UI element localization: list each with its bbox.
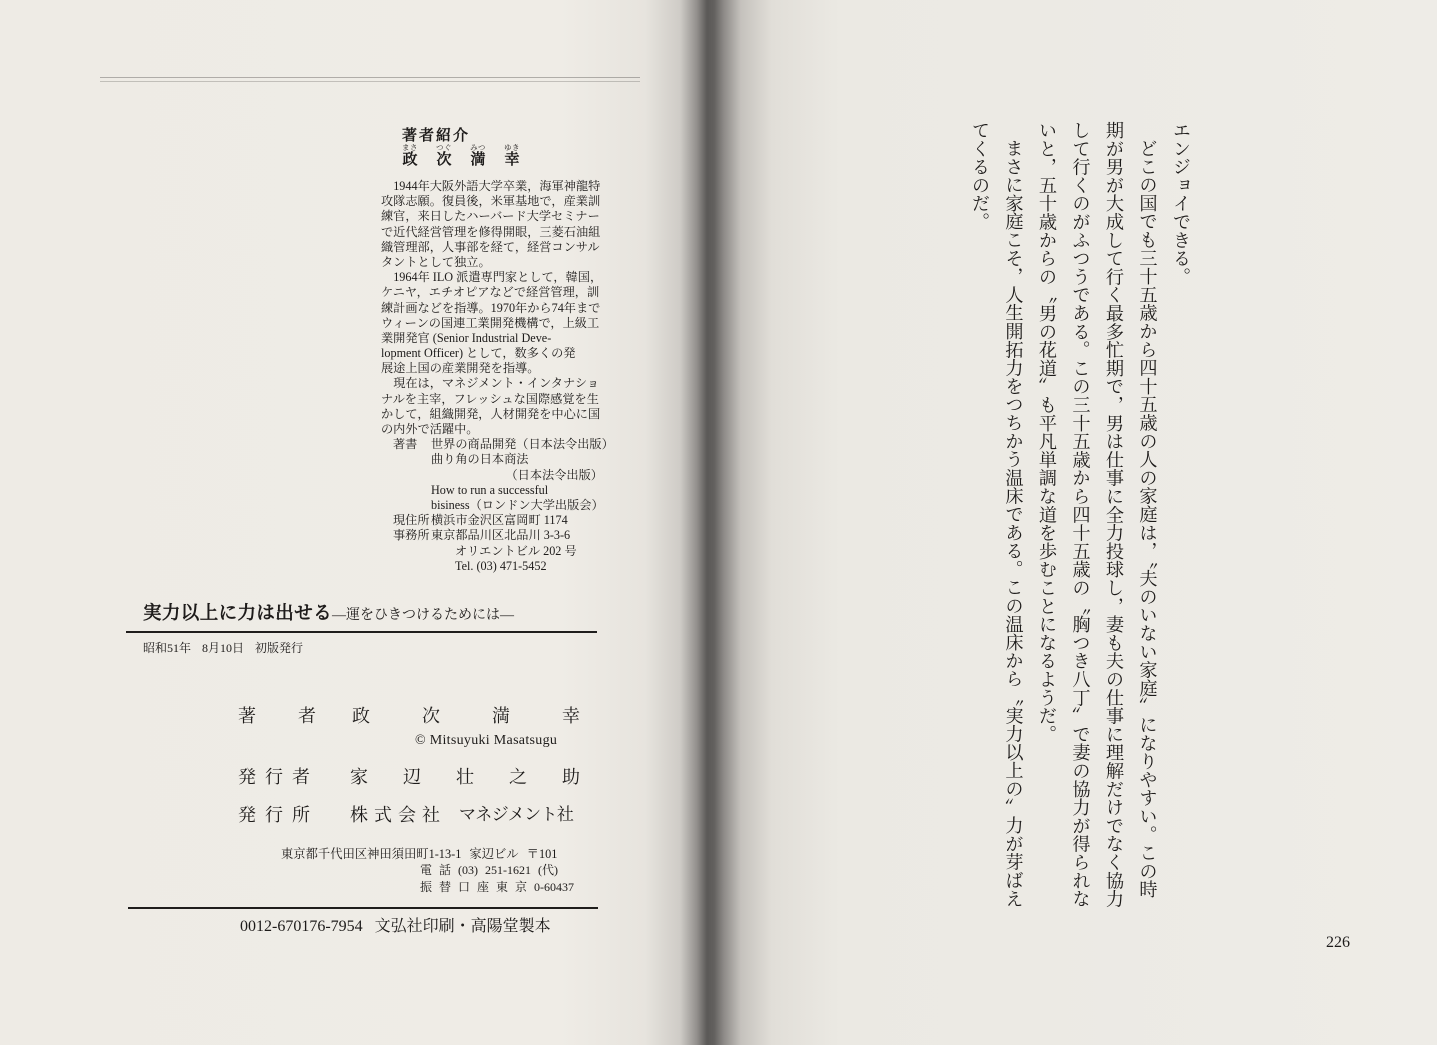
work-title: 世界の商品開発（日本法令出版） bbox=[431, 437, 614, 452]
author-intro-heading: 著者紹介 bbox=[402, 128, 471, 144]
book-code-and-printers: 0012-670176-7954 文弘社印刷・高陽堂製本 bbox=[240, 918, 551, 935]
name-char: 次 bbox=[436, 152, 452, 168]
bio-line: かして，組織開発，人材開発を中心に国 bbox=[381, 406, 601, 421]
text-column: して行くのがふつうである。この三十五歳から四十五歳の〝胸つき八丁〟で妻の協力が得られな bbox=[1069, 121, 1091, 908]
postal-transfer-account: 振 替 口 座 東 京 0-60437 bbox=[420, 880, 574, 894]
top-rule bbox=[100, 77, 640, 82]
bio-line: 織管理部，人事部を経て，経営コンサル bbox=[381, 239, 600, 254]
residence-line bbox=[381, 513, 603, 528]
works-label: 著書 bbox=[393, 437, 418, 452]
colophon-rule-top bbox=[126, 631, 597, 633]
bio-line: で近代経営管理を修得開眼，三菱石油組 bbox=[381, 224, 601, 239]
book-title-main: 実力以上に力は出せる bbox=[143, 604, 333, 624]
bio-line: タントとして独立。 bbox=[381, 254, 491, 269]
bio-line: 現在は，マネジメント・インタナショ bbox=[393, 376, 600, 391]
ruby-reading: みつ bbox=[470, 143, 486, 152]
work-title: 曲り角の日本商法 bbox=[431, 452, 529, 467]
ruby-reading: つぐ bbox=[436, 143, 452, 152]
bio-line: 練官，来日したハーバード大学セミナー bbox=[381, 209, 600, 224]
publisher-phone: 電 話 (03) 251-1621 (代) bbox=[420, 863, 558, 877]
colophon-rule-bottom bbox=[128, 907, 598, 909]
bio-line: 業開発官 (Senior Industrial Deve- bbox=[381, 330, 552, 345]
publishing-house-type: 株式会社 bbox=[350, 805, 446, 825]
edition-date: 昭和51年 8月10日 初版発行 bbox=[143, 641, 304, 655]
name-char-group bbox=[503, 143, 521, 169]
publisher-address: 東京都千代田区神田須田町1-13-1 家辺ビル 〒101 bbox=[281, 847, 558, 861]
bio-line: 練計画などを指導。1970年から74年まで bbox=[381, 300, 601, 315]
text-column: 期が男が大成して行く最多忙期で，男は仕事に全力投球し，妻も夫の仕事に理解だけでなく協力 bbox=[1103, 121, 1124, 908]
ruby-reading: まさ bbox=[402, 143, 418, 152]
page-number: 226 bbox=[1326, 934, 1350, 951]
author-name: 政次満幸 bbox=[352, 706, 632, 726]
author-name-with-ruby bbox=[401, 143, 523, 170]
bio-line: の内外で活躍中。 bbox=[381, 422, 479, 436]
bio-line: 1964年 ILO 派遣専門家として，韓国， bbox=[393, 270, 603, 285]
publisher-name: 家辺壮之助 bbox=[350, 767, 615, 787]
text-column: いと，五十歳からの〝男の花道〟も平凡単調な道を歩むことになるようだ。 bbox=[1036, 121, 1057, 744]
work-title: bisiness（ロンドン大学出版会） bbox=[431, 497, 604, 512]
copyright: © Mitsuyuki Masatsugu bbox=[415, 733, 558, 748]
bio-line: ナルを主宰，フレッシュな国際感覚を生 bbox=[381, 391, 599, 406]
work-title: How to run a successful bbox=[431, 482, 549, 497]
work-publisher: （日本法令出版） bbox=[505, 467, 603, 482]
author-label: 著者 bbox=[238, 706, 358, 726]
bio-line: ケニヤ，エチオピアなどで経営管理，訓 bbox=[381, 285, 600, 300]
text-column: エンジョイできる。 bbox=[1170, 121, 1191, 286]
name-char-group bbox=[469, 143, 487, 169]
author-bio bbox=[381, 179, 614, 574]
ruby-reading: ゆき bbox=[504, 143, 520, 152]
bio-line: lopment Officer) として，数多くの発 bbox=[381, 346, 576, 361]
works-line bbox=[381, 437, 614, 452]
bio-line: 展途上国の産業開発を指導。 bbox=[381, 361, 540, 376]
office-tel: Tel. (03) 471-5452 bbox=[455, 558, 547, 573]
text-column: どこの国でも三十五歳から四十五歳の人の家庭は，〝夫のいない家庭〟になりやすい。この時 bbox=[1136, 139, 1158, 899]
publishing-house-name: マネジメント社 bbox=[459, 805, 574, 824]
name-char-group bbox=[401, 143, 419, 169]
bio-line: ウィーンの国連工業開発機構で，上級工 bbox=[381, 315, 600, 330]
body-text-vertical bbox=[962, 121, 1197, 916]
residence-label: 現住所 bbox=[393, 513, 430, 528]
name-char: 幸 bbox=[504, 152, 520, 168]
publishing-house-label: 発行所 bbox=[238, 805, 319, 825]
office-building: オリエントビル 202 号 bbox=[455, 543, 577, 558]
publisher-label: 発行者 bbox=[238, 767, 319, 787]
residence-address: 横浜市金沢区富岡町 1174 bbox=[431, 513, 568, 528]
office-line bbox=[381, 528, 603, 543]
text-column: てくるのだ。 bbox=[969, 121, 990, 231]
text-column: まさに家庭こそ，人生開拓力をつちかう温床である。この温床から〝実力以上の〟力が芽ばえ bbox=[1002, 139, 1024, 908]
name-char: 政 bbox=[402, 152, 418, 168]
book-subtitle: —運をひきつけるためには— bbox=[332, 608, 515, 623]
office-address: 東京都品川区北品川 3-3-6 bbox=[431, 528, 571, 543]
book-title bbox=[143, 602, 514, 628]
bio-line: 攻隊志願。復員後，米軍基地で，産業訓 bbox=[381, 194, 601, 209]
name-char-group bbox=[435, 143, 453, 169]
bio-line: 1944年大阪外語大学卒業，海軍神龍特 bbox=[393, 179, 601, 193]
name-char: 満 bbox=[470, 152, 486, 168]
office-label: 事務所 bbox=[393, 528, 430, 543]
